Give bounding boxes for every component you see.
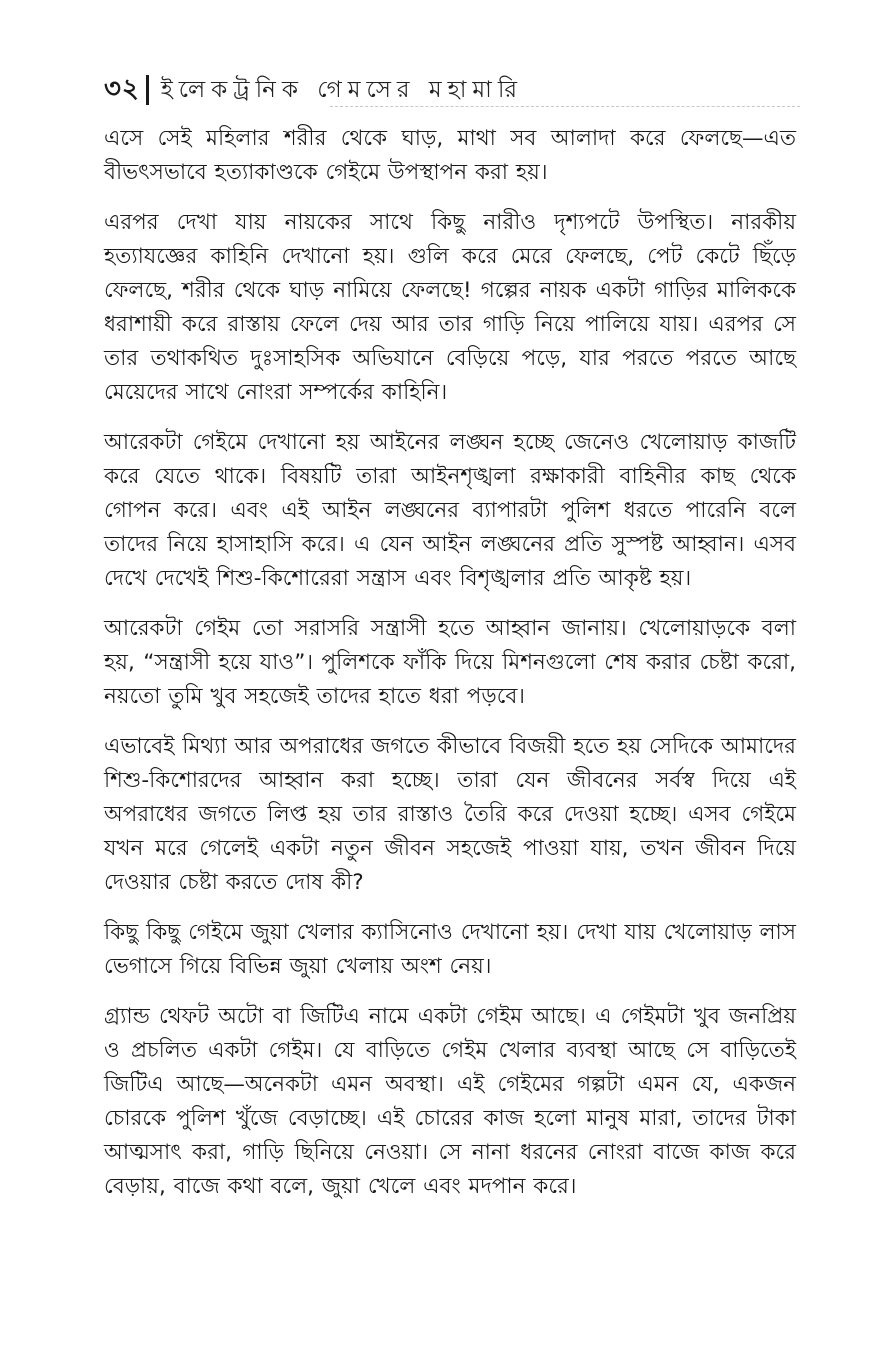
paragraph: আরেকটা গেইম তো সরাসরি সন্ত্রাসী হতে আহ্বান জানায়। খেলোয়াড়কে বলা হয়, “সন্ত্রাসী হয়ে যাও”। পুলিশকে ফাঁকি দিয়ে মিশনগুলো শেষ করার চেষ্টা করো, নয়তো তুমি খুব সহজেই তাদের হাতে ধরা পড়বে। — [104, 616, 796, 709]
page-number: ৩২ — [104, 74, 140, 104]
header-rule — [330, 106, 800, 108]
running-header — [104, 70, 804, 110]
book-title: ইলেকট্রনিক গেমসের মহামারি — [160, 76, 524, 103]
paragraph: এসে সেই মহিলার শরীর থেকে ঘাড়, মাথা সব আলাদা করে ফেলছে—এত বীভৎসভাবে হত্যাকাণ্ডকে গেইমে উপস্থাপন করা হয়। — [104, 126, 796, 185]
paragraph: এরপর দেখা যায় নায়কের সাথে কিছু নারীও দৃশ্যপটে উপস্থিত। নারকীয় হত্যাযজ্ঞের কাহিনি দেখানো হয়। গুলি করে মেরে ফেলছে, পেট কেটে ছিঁড়ে ফেলছে, শরীর থেকে ঘাড় নামিয়ে ফেলছে! গল্পের নায়ক একটা গাড়ির মালিককে ধরাশায়ী করে রাস্তায় ফেলে দেয় আর তার গাড়ি নিয়ে পালিয়ে যায়। এরপর সে তার তথাকথিত দুঃসাহসিক অভিযানে বেড়িয়ে পড়ে, যার পরতে পরতে আছে মেয়েদের সাথে নোংরা সম্পর্কের কাহিনি। — [104, 210, 796, 405]
header-divider — [146, 75, 149, 105]
paragraph: কিছু কিছু গেইমে জুয়া খেলার ক্যাসিনোও দেখানো হয়। দেখা যায় খেলোয়াড় লাস ভেগাসে গিয়ে বিভিন্ন জুয়া খেলায় অংশ নেয়। — [104, 920, 796, 979]
paragraph: আরেকটা গেইমে দেখানো হয় আইনের লঙ্ঘন হচ্ছে জেনেও খেলোয়াড় কাজটি করে যেতে থাকে। বিষয়টি তারা আইনশৃঙ্খলা রক্ষাকারী বাহিনীর কাছ থেকে গোপন করে। এবং এই আইন লঙ্ঘনের ব্যাপারটা পুলিশ ধরতে পারেনি বলে তাদের নিয়ে হাসাহাসি করে। এ যেন আইন লঙ্ঘনের প্রতি সুস্পষ্ট আহ্বান। এসব দেখে দেখেই শিশু-কিশোরেরা সন্ত্রাস এবং বিশৃঙ্খলার প্রতি আকৃষ্ট হয়। — [104, 430, 796, 591]
body-text — [104, 122, 796, 1220]
paragraph: গ্র্যান্ড থেফট অটো বা জিটিএ নামে একটা গেইম আছে। এ গেইমটা খুব জনপ্রিয় ও প্রচলিত একটা গেইম। যে বাড়িতে গেইম খেলার ব্যবস্থা আছে সে বাড়িতেই জিটিএ আছে—অনেকটা এমন অবস্থা। এই গেইমের গল্পটা এমন যে, একজন চোরকে পুলিশ খুঁজে বেড়াচ্ছে। এই চোরের কাজ হলো মানুষ মারা, তাদের টাকা আত্মসাৎ করা, গাড়ি ছিনিয়ে নেওয়া। সে নানা ধরনের নোংরা বাজে কাজ করে বেড়ায়, বাজে কথা বলে, জুয়া খেলে এবং মদপান করে। — [104, 1004, 796, 1199]
paragraph: এভাবেই মিথ্যা আর অপরাধের জগতে কীভাবে বিজয়ী হতে হয় সেদিকে আমাদের শিশু-কিশোরদের আহ্বান করা হচ্ছে। তারা যেন জীবনের সর্বস্ব দিয়ে এই অপরাধের জগতে লিপ্ত হয় তার রাস্তাও তৈরি করে দেওয়া হচ্ছে। এসব গেইমে যখন মরে গেলেই একটা নতুন জীবন সহজেই পাওয়া যায়, তখন জীবন দিয়ে দেওয়ার চেষ্টা করতে দোষ কী? — [104, 734, 796, 895]
